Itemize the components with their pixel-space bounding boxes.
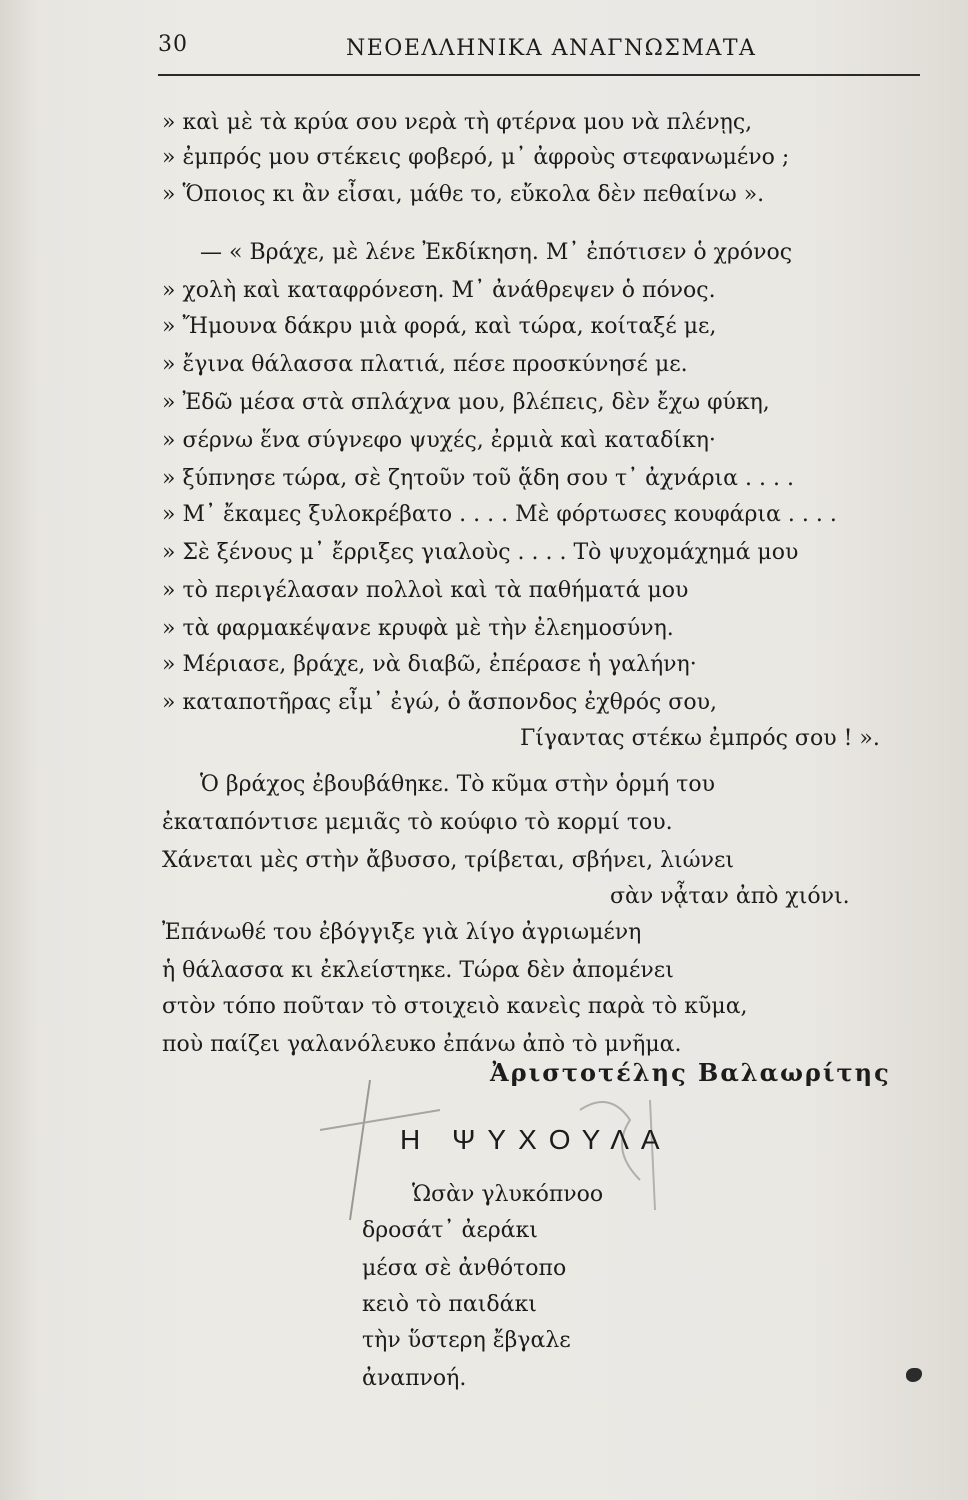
verse-line: » Ἐδῶ μέσα στὰ σπλάχνα μου, βλέπεις, δὲν ἔχω φύκη, <box>162 390 770 415</box>
author-signature: Ἀριστοτέλης Βαλαωρίτης <box>490 1058 891 1087</box>
verse-line: » τὸ περιγέλασαν πολλοὶ καὶ τὰ παθήματά μου <box>162 578 689 603</box>
verse-line: » Ὅποιος κι ἂν εἶσαι, μάθε το, εὔκολα δὲν πεθαίνω ». <box>162 182 765 207</box>
verse-line: » Μ᾽ ἔκαμες ξυλοκρέβατο . . . . Μὲ φόρτωσες κουφάρια . . . . <box>162 502 837 527</box>
header-rule <box>158 74 920 76</box>
verse-line: ἀναπνοή. <box>362 1366 467 1391</box>
poem-title: Η ΨΥΧΟΥΛΑ <box>400 1124 672 1155</box>
verse-line: » καταποτῆρας εἶμ᾽ ἐγώ, ὁ ἄσπονδος ἐχθρός σου, <box>162 690 717 715</box>
verse-line: ἐκαταπόντισε μεμιᾶς τὸ κούφιο τὸ κορμί του. <box>162 810 673 835</box>
verse-line: » ἔγινα θάλασσα πλατιά, πέσε προσκύνησέ με. <box>162 352 688 377</box>
verse-line: » καὶ μὲ τὰ κρύα σου νερὰ τὴ φτέρνα μου νὰ πλένῃς, <box>162 110 753 135</box>
verse-line: » χολὴ καὶ καταφρόνεση. Μ᾽ ἀνάθρεψεν ὁ πόνος. <box>162 278 716 303</box>
verse-line: Ἐπάνωθέ του ἐβόγγιξε γιὰ λίγο ἀγριωμένη <box>162 920 642 945</box>
verse-line: ἡ θάλασσα κι ἐκλείστηκε. Τώρα δὲν ἀπομένει <box>162 958 674 983</box>
ink-spot <box>906 1368 922 1382</box>
verse-line: κειὸ τὸ παιδάκι <box>362 1292 537 1317</box>
verse-line: » Σὲ ξένους μ᾽ ἔρριξες γιαλοὺς . . . . Τὸ ψυχομάχημά μου <box>162 540 799 565</box>
verse-line: μέσα σὲ ἀνθότοπο <box>362 1256 567 1281</box>
verse-line: τὴν ὕστερη ἔβγαλε <box>362 1328 571 1353</box>
verse-line: Γίγαντας στέκω ἐμπρός σου ! ». <box>520 726 880 751</box>
verse-line: » Ἤμουνα δάκρυ μιὰ φορά, καὶ τώρα, κοίταξέ με, <box>162 314 717 339</box>
verse-line: » τὰ φαρμακέψανε κρυφὰ μὲ τὴν ἐλεημοσύνη. <box>162 616 674 641</box>
verse-line: » ἐμπρός μου στέκεις φοβερό, μ᾽ ἀφροὺς στεφανωμένο ; <box>162 145 790 170</box>
page-header <box>150 30 920 78</box>
verse-line: — « Βράχε, μὲ λένε Ἐκδίκηση. Μ᾽ ἐπότισεν ὁ χρόνος <box>200 240 793 265</box>
verse-line: » Μέριασε, βράχε, νὰ διαβῶ, ἐπέρασε ἡ γαλήνη· <box>162 652 697 677</box>
verse-line: ποὺ παίζει γαλανόλευκο ἐπάνω ἀπὸ τὸ μνῆμα. <box>162 1032 682 1057</box>
page-number: 30 <box>158 32 188 57</box>
running-title: ΝΕΟΕΛΛΗΝΙΚΑ ΑΝΑΓΝΩΣΜΑΤΑ <box>346 36 757 61</box>
verse-line: δροσάτ᾽ ἀεράκι <box>362 1218 538 1243</box>
verse-line: Ὁ βράχος ἐβουβάθηκε. Τὸ κῦμα στὴν ὁρμή του <box>200 772 715 797</box>
verse-line: σὰν νᾆταν ἀπὸ χιόνι. <box>610 884 850 909</box>
verse-line: » σέρνω ἕνα σύγνεφο ψυχές, ἐρμιὰ καὶ καταδίκη· <box>162 428 716 453</box>
verse-line: στὸν τόπο ποῦταν τὸ στοιχειὸ κανεὶς παρὰ τὸ κῦμα, <box>162 994 748 1019</box>
verse-line: Ὡσὰν γλυκόπνοο <box>412 1182 604 1207</box>
verse-line: » ξύπνησε τώρα, σὲ ζητοῦν τοῦ ᾅδη σου τ᾽ ἀχνάρια . . . . <box>162 466 794 491</box>
verse-line: Χάνεται μὲς στὴν ἄβυσσο, τρίβεται, σβήνει, λιώνει <box>162 848 734 873</box>
